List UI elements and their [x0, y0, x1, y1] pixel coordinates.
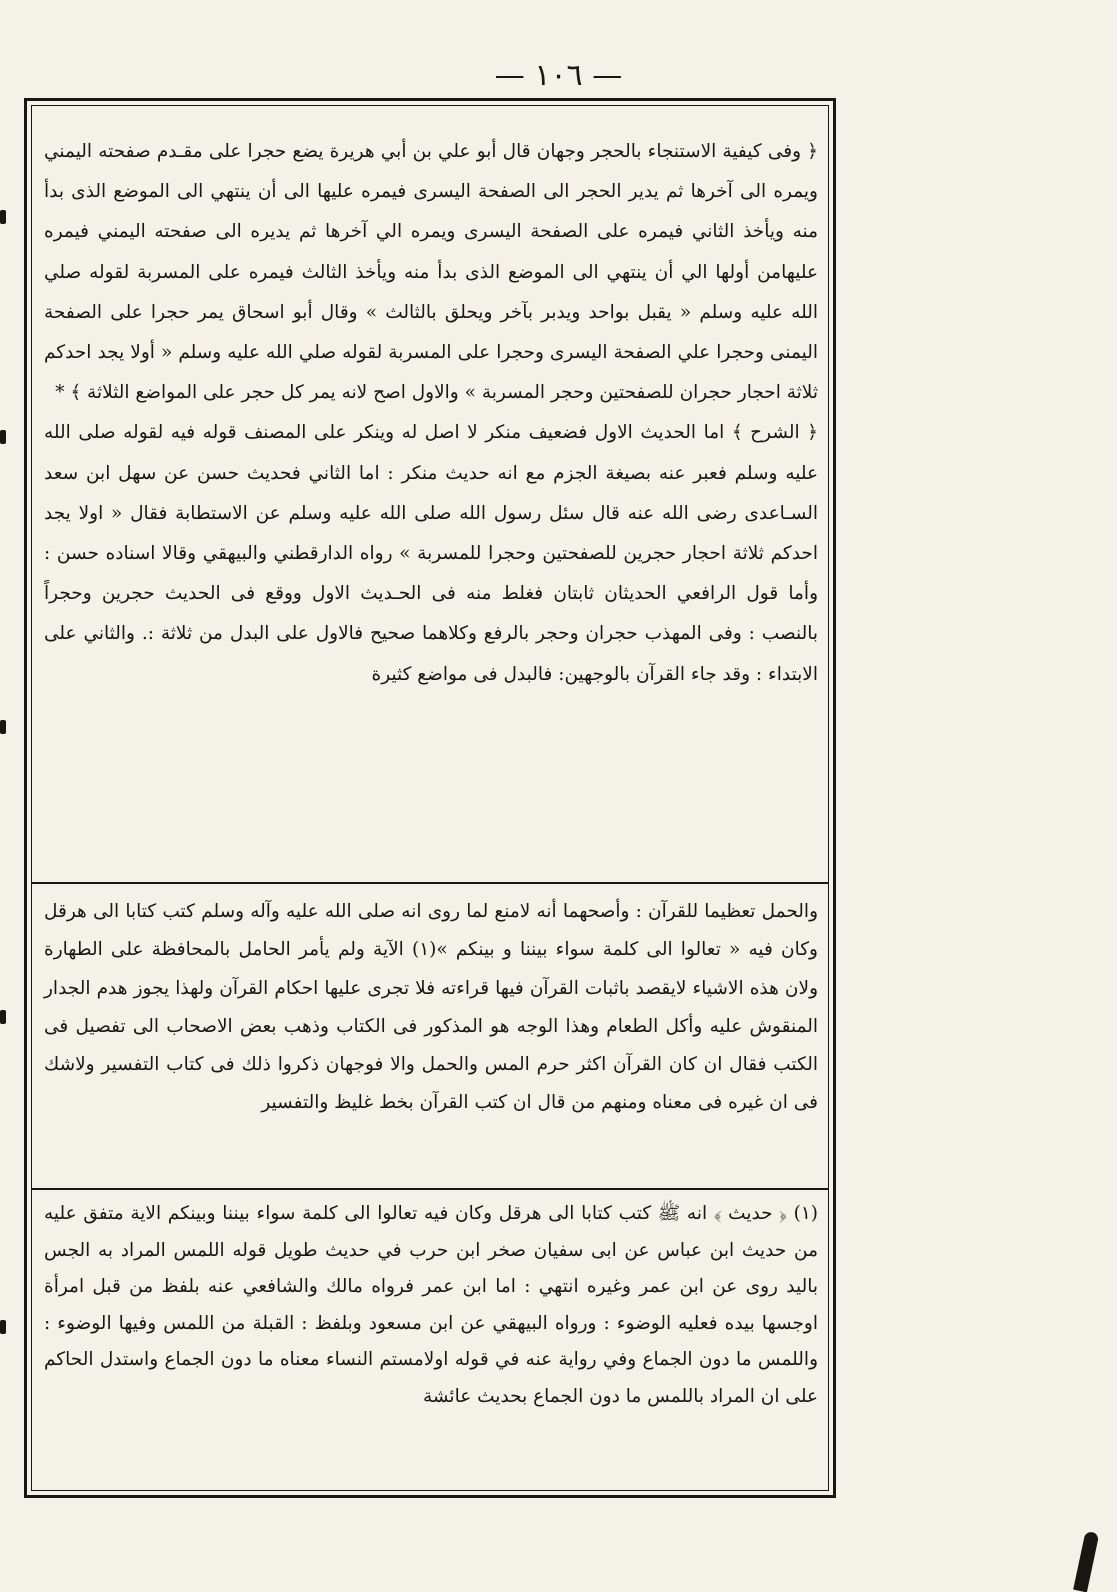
binding-mark	[0, 720, 6, 734]
binding-mark	[0, 1320, 6, 1334]
section-divider	[31, 882, 829, 884]
page-number: — ١٠٦ —	[494, 58, 623, 93]
footnote-block	[44, 1196, 818, 1415]
main-text-block	[44, 132, 818, 695]
binding-mark	[0, 1010, 6, 1024]
page-corner-mark	[1073, 1531, 1099, 1592]
binding-mark	[0, 430, 6, 444]
continuation-text-block	[44, 893, 818, 1123]
footnote-divider	[31, 1188, 829, 1190]
main-paragraph-matn: ﴿ وفى كيفية الاستنجاء بالحجر وجهان قال أبو علي بن أبي هريرة يضع حجرا على مقـدم صفحته اليمني ويمره الى آخرها ثم يدير الحجر الى الصفحة اليسرى فيمره عليها الى أن ينتهي الى الموضع الذى بدأ منه ويأخذ الثاني فيمره على الصفحة اليسرى ويمره الي آخرها ثم يديره الى صفحته اليمني فيمره عليهامن أولها الي أن ينتهي الى الموضع الذى بدأ منه ويأخذ الثالث فيمره على المسربة لقوله صلي الله عليه وسلم « يقبل بواحد ويدبر بآخر ويحلق بالثالث » وقال أبو اسحاق يمر حجرا على الصفحة اليمنى وحجرا علي الصفحة اليسرى وحجرا على المسربة لقوله صلي الله عليه وسلم « أولا يجد احدكم ثلاثة احجار حجران للصفحتين وحجر المسربة » والاول اصح لانه يمر كل حجر على المواضع الثلاثة ﴾ *	[44, 141, 818, 404]
continuation-paragraph: والحمل تعظيما للقرآن : وأصحهما أنه لامنع لما روى انه صلى الله عليه وآله وسلم كتب كتابا الى هرقل وكان فيه « تعالوا الى كلمة سواء بيننا و بينكم »(١) الآية ولم يأمر الحامل بالمحافظة على الطهارة ولان هذه الاشياء لايقصد باثبات القرآن فيها قراءته فلا تجرى عليها احكام القرآن ولهذا يجوز هدم الجدار المنقوش عليه وأكل الطعام وهذا الوجه هو المذكور فى الكتاب وذهب بعض الاصحاب الى تفصيل فى الكتب فقال ان كان القرآن اكثر حرم المس والحمل والا فوجهان ذكروا ذلك فى كتاب التفسير ولاشك فى ان غيره فى معناه ومنهم من قال ان كتب القرآن بخط غليظ والتفسير	[44, 901, 818, 1114]
main-paragraph-sharh: ﴿ الشرح ﴾ اما الحديث الاول فضعيف منكر لا اصل له وينكر على المصنف قوله فيه لقوله صلى الله عليه وسلم فعبر عنه بصيغة الجزم مع انه حديث منكر : اما الثاني فحديث حسن عن سهل ابن سعد السـاعدى رضى الله عنه قال سئل رسول الله صلى الله عليه وسلم عن الاستطابة فقال « اولا يجد احدكم ثلاثة احجار حجرين للصفحتين وحجرا للمسربة » رواه الدارقطني والبيهقي وقالا اسناده حسن : وأما قول الرافعي الحديثان ثابتان فغلط منه فى الحـديث الاول ووقع فى الحديث حجرين وحجراً بالنصب : وفى المهذب حجران وحجر بالرفع وكلاهما صحيح فالاول على البدل من ثلاثة :. والثاني على الابتداء : وقد جاء القرآن بالوجهين: فالبدل فى مواضع كثيرة	[44, 422, 818, 685]
binding-mark	[0, 210, 6, 224]
footnote-paragraph: (١) ﴿ حديث ﴾ انه ﷺ كتب كتابا الى هرقل وكان فيه تعالوا الى كلمة سواء بيننا وبينكم الاية متفق عليه من حديث ابن عباس عن ابى سفيان صخر ابن حرب في حديث طويل قوله اللمس المراد به الجس باليد روى عن ابن عمر وغيره انتهي : اما ابن عمر فرواه مالك والشافعي عنه بلفظ من قبل امرأة اوجسها بيده فعليه الوضوء : ورواه البيهقي عن ابن مسعود وبلفظ : القبلة من اللمس وفيها الوضوء : واللمس ما دون الجماع وفي رواية عنه في قوله اولامستم النساء معناه ما دون الجماع واستدل الحاكم على ان المراد باللمس ما دون الجماع بحديث عائشة	[44, 1203, 818, 1407]
